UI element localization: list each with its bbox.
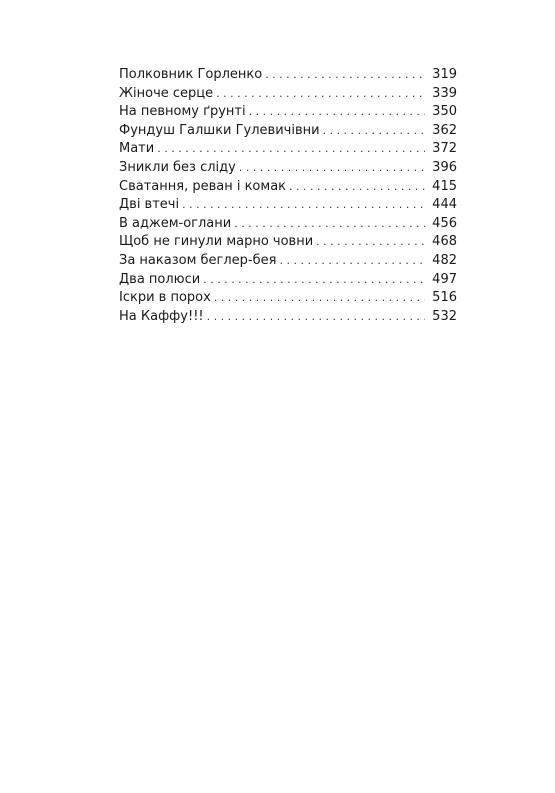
dot-leader <box>289 178 425 197</box>
dot-leader <box>265 66 425 85</box>
toc-entry-page: 497 <box>432 271 457 287</box>
toc-entry[interactable] <box>119 159 457 178</box>
toc-entry-title: Полковник Горленко <box>119 67 263 82</box>
dot-leader <box>316 233 425 252</box>
toc-entry-title: Дві втечі <box>119 197 180 213</box>
toc-entry-page: 532 <box>432 308 457 324</box>
dot-leader <box>157 140 425 159</box>
toc-entry-page: 372 <box>432 141 457 157</box>
dot-leader <box>182 196 425 215</box>
dot-leader <box>239 159 425 178</box>
toc-entry[interactable] <box>119 252 457 271</box>
toc-entry[interactable] <box>119 140 457 159</box>
toc-entry-page: 415 <box>432 178 457 194</box>
dot-leader <box>234 215 425 234</box>
table-of-contents <box>119 66 457 326</box>
toc-entry-page: 350 <box>432 104 457 120</box>
toc-entry-title: За наказом беглер-бея <box>119 252 277 268</box>
dot-leader <box>249 103 425 122</box>
toc-entry-page: 468 <box>432 234 457 250</box>
toc-entry-title: На певному ґрунті <box>119 104 246 120</box>
toc-entry-title: Жіноче серце <box>119 85 214 101</box>
toc-entry-title: В аджем-оглани <box>119 215 232 231</box>
toc-entry[interactable] <box>119 215 457 234</box>
toc-entry-title: Сватання, реван і комак <box>119 178 287 194</box>
toc-entry[interactable] <box>119 66 457 85</box>
dot-leader <box>214 289 425 308</box>
dot-leader <box>323 122 425 141</box>
dot-leader <box>216 85 425 104</box>
toc-entry-title: Мати <box>119 141 155 157</box>
toc-entry-page: 456 <box>432 215 457 231</box>
dot-leader <box>207 308 425 327</box>
toc-entry-page: 319 <box>432 67 457 82</box>
toc-entry[interactable] <box>119 233 457 252</box>
toc-entry-page: 362 <box>432 122 457 138</box>
toc-entry[interactable] <box>119 289 457 308</box>
toc-entry[interactable] <box>119 178 457 197</box>
toc-entry[interactable] <box>119 85 457 104</box>
toc-entry[interactable] <box>119 308 457 327</box>
toc-entry-title: Зникли без сліду <box>119 159 236 175</box>
toc-entry-title: Іскри в порох <box>119 290 211 306</box>
toc-entry-page: 516 <box>432 290 457 306</box>
toc-entry[interactable] <box>119 122 457 141</box>
toc-entry-title: Щоб не гинули марно човни <box>119 234 314 250</box>
dot-leader <box>203 271 425 290</box>
toc-entry[interactable] <box>119 103 457 122</box>
toc-entry-title: Фундуш Галшки Гулевичівни <box>119 122 320 138</box>
toc-entry-title: Два полюси <box>119 271 201 287</box>
dot-leader <box>279 252 425 271</box>
toc-entry-page: 396 <box>432 159 457 175</box>
toc-entry-title: На Каффу!!! <box>119 308 204 324</box>
toc-entry-page: 339 <box>432 85 457 101</box>
toc-entry[interactable] <box>119 271 457 290</box>
toc-entry-page: 444 <box>432 197 457 213</box>
toc-entry[interactable] <box>119 196 457 215</box>
toc-entry-page: 482 <box>432 252 457 268</box>
